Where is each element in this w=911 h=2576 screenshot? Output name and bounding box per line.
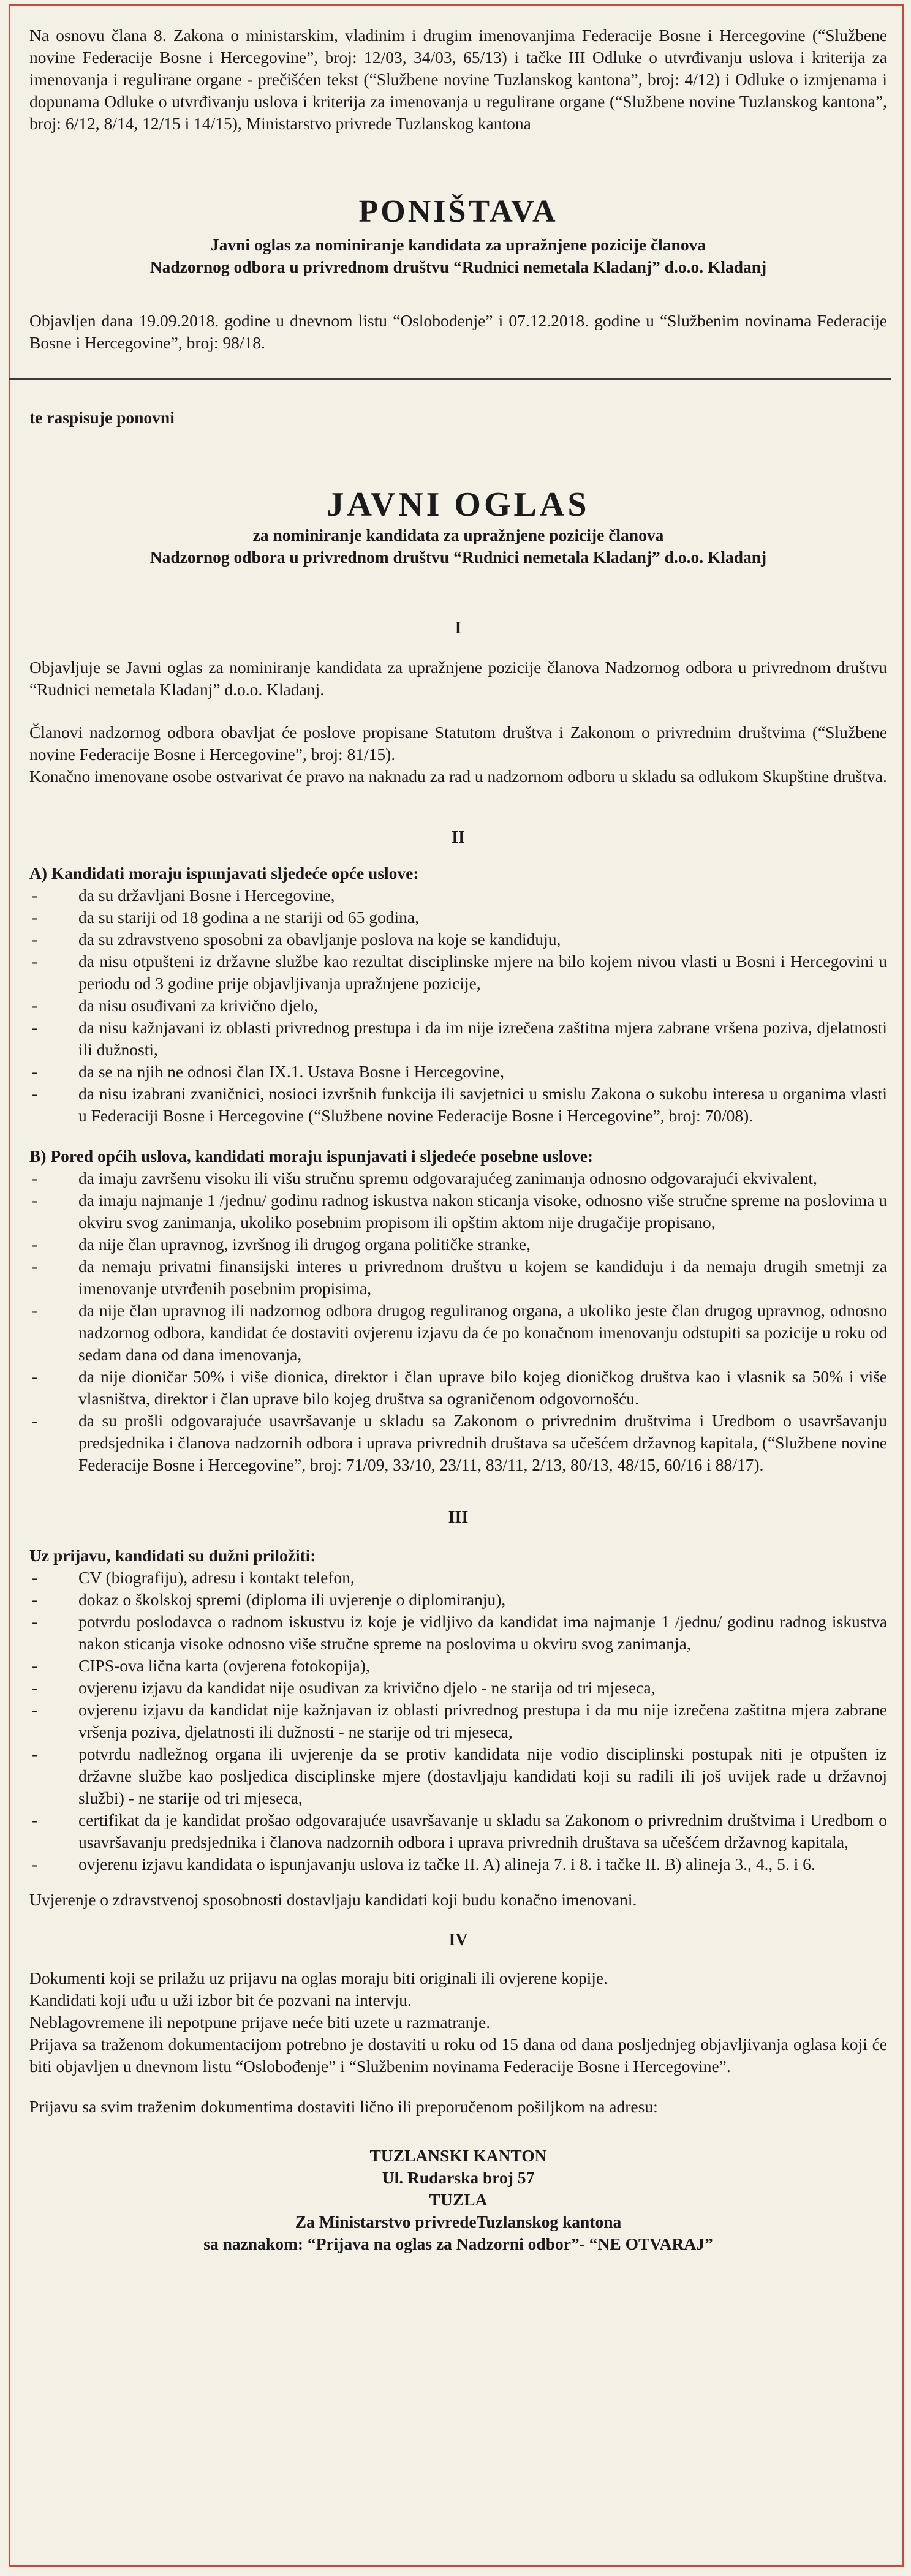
list-item: - potvrdu nadležnog organa ili uvjerenje da se protiv kandidata nije vodio disciplinski postupak niti je otpušten iz državne službe kao posljedica disciplinske mjere (dostavljaju kandidati koji su radili ili još uvijek rade u državnoj službi) - ne starije od tri mjeseca, (29, 1743, 887, 1809)
list-item: - dokaz o školskoj spremi (diploma ili uvjerenje o diplomiranju), (29, 1589, 887, 1611)
attachments-heading: Uz prijavu, kandidati su dužni priložiti: (29, 1546, 316, 1565)
list-item: - da imaju najmanje 1 /jednu/ godinu radnog iskustva nakon sticanja visoke, odnosno više stručne spreme na poslovima u okviru svog zanimanja, ukoliko posebnim propisom ili opštim aktom nije drugačije propisano, (29, 1189, 887, 1233)
list-item: - ovjerenu izjavu da kandidat nije kažnjavan iz oblasti privrednog prestupa i da mu nije izrečena zaštitna mjera zabrane vršenja poziva, djelatnosti ili dužnosti - ne starije od tri mjeseca, (29, 1699, 887, 1743)
general-conditions-heading: A) Kandidati moraju ispunjavati sljedeće opće uslove: (29, 864, 419, 883)
list-item: - da nisu izabrani zvaničnici, nosioci izvršnih funkcija ili savjetnici u smislu Zakona o sukobu interesa u organima vlasti u Federaciji Bosne i Hercegovine (“Službene novine Federacije Bosne i Hercegovine”, broj: 70/08). (29, 1083, 887, 1127)
list-item: - da imaju završenu visoku ili višu stručnu spremu odgovarajućeg zanimanja odnosno odgovarajući ekvivalent, (29, 1167, 887, 1189)
list-item: - potvrdu poslodavca o radnom iskustvu iz koje je vidljivo da kandidat ima najmanje 1 /jednu/ godinu radnog iskustva nakon sticanja visoke odnosno više stručne spreme na poslovima u okviru svog zanimanja, (29, 1611, 887, 1655)
list-item: - da su državljani Bosne i Hercegovine, (29, 884, 887, 906)
section-ii-numeral: II (452, 828, 465, 847)
address-block (29, 2145, 887, 2255)
list-item: - da nije dioničar 50% i više dionica, direktor i član uprave bilo kojeg dioničkog društva kao i vlasnik sa 50% i više vlasništva, direktor i član uprave bilo kojeg društva sa ograničenom odgovornošću. (29, 1366, 887, 1410)
list-item: - ovjerenu izjavu kandidata o ispunjavanju uslova iz tačke II. A) alineja 7. i 8. i tačke II. B) alineja 3., 4., 5. i 6. (29, 1853, 887, 1875)
section-iv-paragraph-2: Kandidati koji uđu u uži izbor bit će pozvani na intervju. (29, 1990, 412, 2009)
oglas-subtitle-line2: Nadzornog odbora u privrednom društvu “Rudnici nemetala Kladanj” d.o.o. Kladanj (149, 548, 767, 567)
special-conditions-list (29, 1167, 887, 1476)
section-iv-numeral: IV (448, 1930, 468, 1949)
address-line-city: TUZLA (429, 2190, 488, 2209)
list-item: - CIPS-ova lična karta (ovjerena fotokopija), (29, 1655, 887, 1677)
special-conditions-heading: B) Pored općih uslova, kandidati moraju ispunjavati i sljedeće posebne uslove: (29, 1147, 594, 1166)
section-iii-numeral: III (448, 1508, 469, 1527)
list-item: - da se na njih ne odnosi član IX.1. Ustava Bosne i Hercegovine, (29, 1061, 887, 1083)
ponistava-title: PONIŠTAVA (358, 194, 558, 229)
list-item: - da nisu otpušteni iz državne službe kao rezultat disciplinske mjere na bilo kojem nivou vlasti u Bosni i Hercegovini u periodu od 3 godine prije objavljivanja upražnjene pozicije, (29, 951, 887, 995)
section-i-numeral: I (455, 619, 462, 638)
divider (9, 378, 891, 380)
list-item: - ovjerenu izjavu da kandidat nije osuđivan za krivično djelo - ne starija od tri mjeseca, (29, 1677, 887, 1699)
list-item: - da nisu osuđivani za krivično djelo, (29, 995, 887, 1017)
list-item: - da nije član upravnog, izvršnog ili drugog organa političke stranke, (29, 1233, 887, 1256)
address-line-ministry: Za Ministarstvo privredeTuzlanskog kantona (295, 2212, 622, 2231)
ponistava-subtitle-line1: Javni oglas za nominiranje kandidata za upražnjene pozicije članova (210, 235, 706, 254)
published-paragraph: Objavljen dana 19.09.2018. godine u dnevnom listu “Oslobođenje” i 07.12.2018. godine u “Službenim novinama Federacije Bosne i Hercegovine”, broj: 98/18. (29, 311, 887, 352)
legal-basis-paragraph: Na osnovu člana 8. Zakona o ministarskim, vladinim i drugim imenovanjima Federacije Bosne i Hercegovine (“Službene novine Federacije Bosne i Hercegovine”, broj: 12/03, 34/03, 65/13) i tačke III Odluke o utvrđivanju uslova i kriterija za imenovanja i regulirane organe - prečišćen tekst (“Službene novine Tuzlanskog kantona”, broj: 4/12) i Odluke o izmjenama i dopunama Odluke o utvrđivanju uslova i kriterija za imenovanja u regulirane organe (“Službene novine Tuzlanskog kantona”, broj: 6/12, 8/14, 12/15 i 14/15), Ministarstvo privrede Tuzlanskog kantona (29, 26, 887, 133)
section-i-paragraph-2: Članovi nadzornog odbora obavljat će poslove propisane Statutom društva i Zakonom o privrednim društvima (“Službene novine Federacije Bosne i Hercegovine”, broj: 81/15). (29, 723, 887, 764)
list-item: - da nije član upravnog ili nadzornog odbora drugog reguliranog organa, a ukoliko jeste član drugog upravnog, odnosno nadzornog odbora, kandidat će dostaviti ovjerenu izjavu da će po konačnom imenovanju odstupiti sa pozicije u roku od sedam dana od dana imenovanja, (29, 1300, 887, 1366)
address-line-street: Ul. Rudarska broj 57 (382, 2168, 535, 2187)
health-certificate-note: Uvjerenje o zdravstvenoj sposobnosti dostavljaju kandidati koji budu konačno imenovani. (29, 1890, 637, 1909)
list-item: - da su prošli odgovarajuće usavršavanje u skladu sa Zakonom o privrednim društvima i Uredbom o usavršavanju predsjednika i članova nadzornih odbora i uprava privrednih društava sa učešćem državnog kapitala, (“Službene novine Federacije Bosne i Hercegovine”, broj: 71/09, 33/10, 23/11, 83/11, 2/13, 80/13, 48/15, 60/16 i 88/17). (29, 1410, 887, 1476)
announcement (29, 24, 887, 2255)
list-item: - da nemaju privatni finansijski interes u privrednom društvu u kojem se kandiduju i da nemaju drugih smetnji za imenovanje utvrđenih posebnim propisima, (29, 1256, 887, 1300)
list-item: - CV (biografiju), adresu i kontakt telefon, (29, 1567, 887, 1589)
oglas-subtitle-line1: za nominiranje kandidata za upražnjene pozicije članova (252, 525, 664, 544)
list-item: - certifikat da je kandidat prošao odgovarajuće usavršavanje u skladu sa Zakonom o privrednim društvima i Uredbom o usavršavanju predsjednika i članova nadzornih odbora i uprava privrednih društava sa učešćem državnog kapitala, (29, 1809, 887, 1853)
ponistava-subtitle-line2: Nadzornog odbora u privrednom društvu “Rudnici nemetala Kladanj” d.o.o. Kladanj (149, 257, 767, 276)
address-line-marking: sa naznakom: “Prijava na oglas za Nadzorni odbor”- “NE OTVARAJ” (203, 2234, 713, 2253)
section-i-paragraph-3: Konačno imenovane osobe ostvarivat će pravo na naknadu za rad u nadzornom odboru u skladu sa odlukom Skupštine društva. (29, 767, 887, 786)
list-item: - da nisu kažnjavani iz oblasti privrednog prestupa i da im nije izrečena zaštitna mjera zabrane vršena poziva, djelatnosti ili dužnosti, (29, 1017, 887, 1061)
list-item: - da su stariji od 18 godina a ne stariji od 65 godina, (29, 906, 887, 928)
section-iv-paragraph-5: Prijavu sa svim traženim dokumentima dostaviti lično ili preporučenom pošiljkom na adresu: (29, 2097, 658, 2116)
attachments-list (29, 1567, 887, 1875)
section-iv-paragraph-1: Dokumenti koji se prilažu uz prijavu na oglas moraju biti originali ili ovjerene kopije. (29, 1968, 608, 1987)
section-i-paragraph-1: Objavljuje se Javni oglas za nominiranje kandidata za upražnjene pozicije članova Nadzornog odbora u privrednom društvu “Rudnici nemetala Kladanj” d.o.o. Kladanj. (29, 658, 887, 699)
section-iv-paragraph-4: Prijava sa traženom dokumentacijom potrebno je dostaviti u roku od 15 dana od dana posljednjeg objavljivanja oglasa koji će biti objavljen u dnevnom listu “Oslobođenje” i “Službenim novinama Federacije Bosne i Hercegovine”. (29, 2035, 887, 2076)
section-iv-paragraph-3: Neblagovremene ili nepotpune prijave neće biti uzete u razmatranje. (29, 2013, 491, 2032)
javni-oglas-title: JAVNI OGLAS (327, 486, 590, 524)
list-item: - da su zdravstveno sposobni za obavljanje poslova na koje se kandiduju, (29, 928, 887, 951)
general-conditions-list (29, 884, 887, 1127)
address-line-canton: TUZLANSKI KANTON (369, 2146, 547, 2165)
raspisuje-text: te raspisuje ponovni (29, 408, 175, 427)
